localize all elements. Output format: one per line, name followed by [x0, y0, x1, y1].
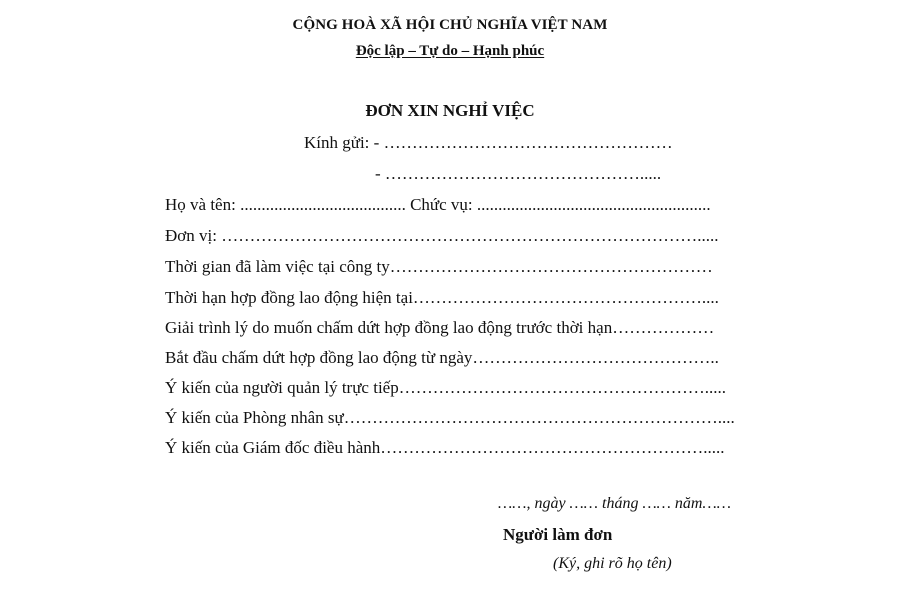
signer-note: (Ký, ghi rõ họ tên) — [553, 555, 672, 572]
recipient-line-2: - ………………………………………..... — [375, 164, 662, 183]
recipient-line-1: Kính gửi: - …………………………………………… — [304, 133, 673, 152]
national-title: CỘNG HOÀ XÃ HỘI CHỦ NGHĨA VIỆT NAM — [292, 17, 608, 33]
field-termination-date: Bắt đầu chấm dứt hợp đồng lao động từ ngày…………………………………….. — [165, 348, 719, 367]
field-name-position: Họ và tên: ....................................... Chức vụ: ....................................................... — [165, 195, 711, 214]
signature-date-line: ……, ngày …… tháng …… năm…… — [498, 495, 731, 512]
field-manager-opinion: Ý kiến của người quản lý trực tiếp………………………………………………..... — [165, 378, 726, 397]
national-motto — [0, 43, 900, 60]
signer-label: Người làm đơn — [503, 525, 613, 544]
field-reason: Giải trình lý do muốn chấm dứt hợp đồng lao động trước thời hạn……………… — [165, 318, 715, 337]
field-department: Đơn vị: …………………………………………………………………………..... — [165, 226, 719, 245]
document-title: ĐƠN XIN NGHỈ VIỆC — [365, 101, 535, 120]
field-hr-opinion: Ý kiến của Phòng nhân sự………………………………………………………….... — [165, 408, 735, 427]
field-director-opinion: Ý kiến của Giám đốc điều hành…………………………………………………..... — [165, 438, 725, 457]
motto-text: Độc lập – Tự do – Hạnh phúc — [355, 43, 545, 59]
field-contract-term: Thời hạn hợp đồng lao động hiện tại…………………………………………….... — [165, 288, 719, 307]
field-work-duration: Thời gian đã làm việc tại công ty………………………………………………… — [165, 257, 713, 276]
